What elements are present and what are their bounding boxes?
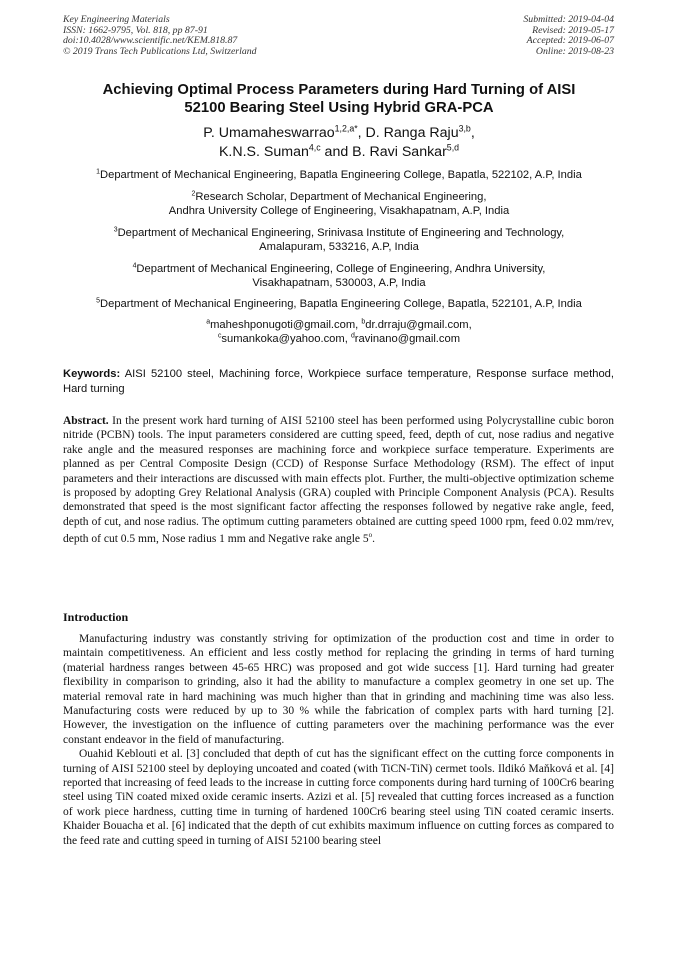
title-line-2: 52100 Bearing Steel Using Hybrid GRA-PCA	[184, 100, 494, 116]
email-marker: c	[217, 332, 222, 340]
submitted-date: Submitted: 2019-04-04	[523, 14, 614, 25]
author-emails	[40, 318, 638, 347]
email-link[interactable]: sumankoka@yahoo.com,	[221, 333, 351, 346]
accepted-date: Accepted: 2019-06-07	[526, 35, 614, 47]
affiliation-marker: 5	[96, 297, 101, 305]
affiliation-text: Visakhapatnam, 530003, A.P, India	[252, 277, 426, 290]
abstract-text: In the present work hard turning of AISI 52100 steel has been performed using Polycrystalline cubic boron nitride (PCBN) tools. The input parameters considered are cutting speed, feed, depth of cut, nose radius and negative rake angle and the measured responses are machining force and workpiece surface temperature. Experiments are planned as per Central Composite Design (CCD) of Response Surface Methodology (RSM). The effect of input parameters and their interactions are discussed with main effects plot. Further, the multi-objective optimization scheme is proposed by adopting Grey Relational Analysis (GRA) coupled with Principle Component Analysis (PCA). Results demonstrated that speed is the most significant factor affecting the responses followed by negative rake angle, feed, depth of cut, and nose radius. The optimum cutting parameters obtained are cutting speed 1000 rpm, feed 0.02 mm/rev, depth of cut 0.5 mm, Nose radius 1 mm and Negative rake angle 5	[63, 415, 614, 546]
email-link[interactable]: dr.drraju@gmail.com,	[365, 319, 472, 331]
affiliation-text: Department of Mechanical Engineering, Bapatla Engineering College, Bapatla, 522102, A.P, India	[100, 169, 582, 181]
affiliation-5	[40, 297, 638, 311]
abstract	[63, 414, 614, 546]
degree-symbol: o	[368, 532, 373, 540]
title-line-1: Achieving Optimal Process Parameters during Hard Turning of AISI	[102, 82, 576, 98]
introduction-heading: Introduction	[63, 610, 129, 624]
email-link[interactable]: ravinano@gmail.com	[354, 333, 461, 346]
affiliation-text: Amalapuram, 533216, A.P, India	[259, 241, 419, 254]
author-name: K.N.S. Suman	[218, 143, 309, 160]
author-separator: and	[320, 143, 353, 160]
affiliation-text: Department of Mechanical Engineering, College of Engineering, Andhra University,	[136, 263, 546, 275]
author-line-2	[40, 143, 638, 162]
paper-title	[40, 81, 638, 117]
affiliation-4	[40, 262, 638, 291]
author-marker: 1,2,a*	[334, 123, 358, 134]
author-separator: ,	[357, 125, 366, 141]
submission-dates	[523, 15, 614, 57]
email-marker: b	[361, 318, 366, 326]
affiliation-marker: 4	[132, 262, 137, 270]
keywords-text: AISI 52100 steel, Machining force, Workpiece surface temperature, Response surface method, Hard turning	[63, 368, 614, 395]
online-date: Online: 2019-08-23	[535, 45, 614, 57]
email-marker: a	[206, 318, 211, 326]
author-list	[40, 124, 638, 161]
affiliation-1	[40, 168, 638, 182]
affiliation-3	[40, 226, 638, 255]
affiliation-marker: 1	[96, 168, 101, 176]
affiliation-text: Andhra University College of Engineering, Visakhapatnam, A.P, India	[168, 205, 510, 218]
affiliation-marker: 2	[191, 190, 196, 198]
abstract-end: .	[372, 533, 375, 546]
author-name: D. Ranga Raju	[365, 125, 459, 141]
author-name: P. Umamaheswarrao	[203, 125, 335, 141]
affiliation-2	[40, 190, 638, 219]
paragraph: Manufacturing industry was constantly striving for optimization of the production cost and time in order to maintain competitiveness. An efficient and less costly method for replacing the grinding in terms of hard turning (material hardness ranges between 45-65 HRC) was proposed and got wide success [1]. Hard turning had greater flexibility in comparison to grinding, also it had the ability to manufacture a complex geometry in one set up. The material removal rate in hard machining was much higher than that in grinding and machining time was also less. Manufacturing costs were reduced by up to 30 % while the fabrication of complex parts with hard turning [2]. However, the investigation on the influence of cutting parameters over the machining performance was the ever constant endeavor in the field of manufacturing.	[63, 633, 614, 746]
keywords	[63, 367, 614, 396]
email-marker: d	[350, 332, 355, 340]
affiliation-text: Department of Mechanical Engineering, Srinivasa Institute of Engineering and Technology,	[117, 227, 565, 239]
journal-issn: ISSN: 1662-9795, Vol. 818, pp 87-91	[63, 24, 208, 36]
journal-info-header	[63, 15, 257, 57]
author-marker: 4,c	[308, 141, 321, 152]
keywords-label: Keywords:	[63, 368, 121, 380]
journal-name: Key Engineering Materials	[63, 14, 170, 25]
author-separator: ,	[470, 125, 475, 141]
affiliation-text: Department of Mechanical Engineering, Bapatla Engineering College, Bapatla, 522101, A.P, India	[100, 298, 582, 310]
journal-doi[interactable]: doi:10.4028/www.scientific.net/KEM.818.87	[63, 35, 238, 47]
author-line-1	[40, 124, 638, 143]
journal-copyright: © 2019 Trans Tech Publications Ltd, Switzerland	[63, 45, 257, 57]
author-marker: 3,b	[458, 123, 471, 134]
affiliation-text: Research Scholar, Department of Mechanical Engineering,	[195, 191, 487, 203]
paragraph: Ouahid Keblouti et al. [3] concluded that depth of cut has the significant effect on the cutting force components in turning of AISI 52100 steel by deploying uncoated and coated (with TiCN-TiN) cermet tools. Ildikó Maňková et al. [4] reported that increasing of feed leads to the increase in cutting force components during hard turning of 100Cr6 bearing steel using TiN coated mixed oxide ceramic inserts. Azizi et al. [5] revealed that cutting forces increased as a function of work piece hardness, cutting time in turning of hardened 100Cr6 bearing steel using TiN coated ceramic inserts. Khaider Bouacha et al. [6] indicated that the depth of cut exhibits maximum influence on cutting forces as compared to the feed rate and cutting speed in turning of AISI 52100 bearing steel	[63, 748, 614, 847]
author-marker: 5,d	[446, 141, 460, 152]
email-link[interactable]: maheshponugoti@gmail.com,	[210, 319, 362, 331]
author-name: B. Ravi Sankar	[352, 143, 447, 160]
abstract-label: Abstract.	[63, 415, 109, 427]
revised-date: Revised: 2019-05-17	[532, 24, 614, 36]
introduction-body	[63, 632, 614, 848]
affiliation-marker: 3	[113, 226, 118, 234]
